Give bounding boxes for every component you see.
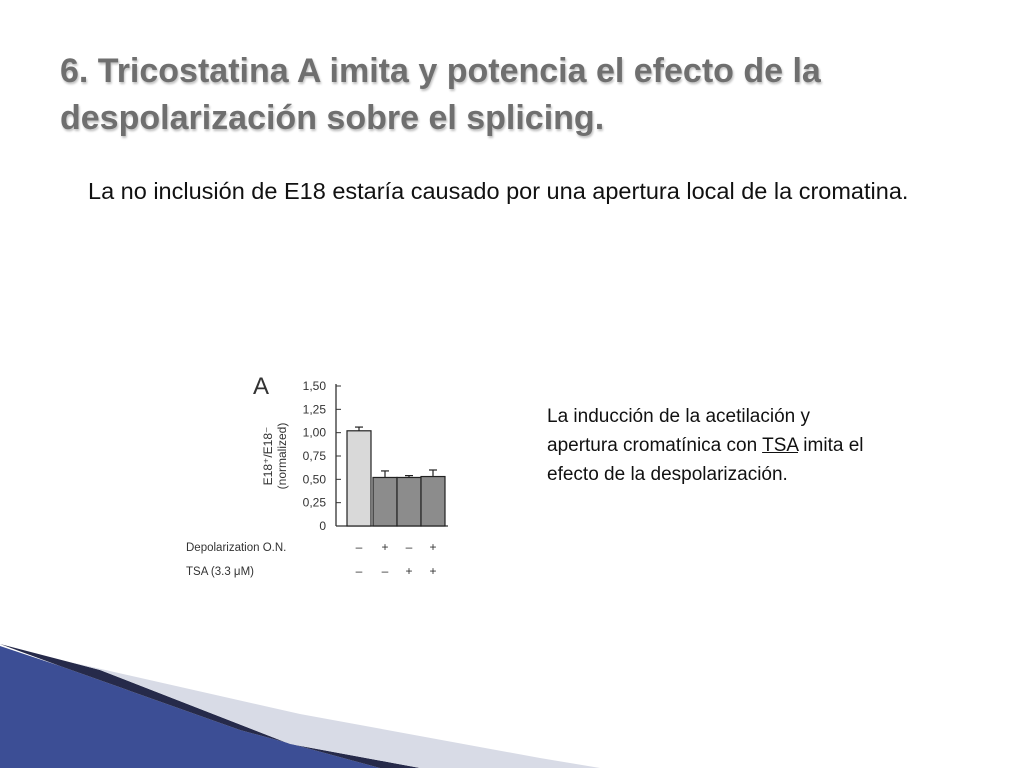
side-note-text-end: imita el efecto de la despolarización. [547,435,864,485]
y-tick-label: 0,75 [302,449,326,463]
bar [397,477,421,526]
condition-mark: + [429,564,437,578]
side-note [547,402,877,489]
condition-row-label: Depolarization O.N. [186,542,287,554]
condition-mark: – [355,540,363,554]
condition-mark: – [381,564,389,578]
bar [373,477,397,526]
condition-mark: + [405,564,413,578]
y-tick-label: 1,25 [302,402,326,417]
side-note-text-start: La inducción de la acetilación y apertura cromatínica con [547,406,811,456]
y-tick-label: 0 [319,519,326,533]
condition-mark: + [429,540,437,554]
condition-row-label: TSA (3.3 μM) [186,566,254,578]
y-tick-label: 0,50 [302,472,326,487]
condition-mark: – [405,540,413,554]
condition-mark: + [381,540,389,554]
y-tick-label: 1,00 [302,425,326,440]
bar-chart [176,366,466,588]
intro-text: La no inclusión de E18 estaría causado por una apertura local de la cromatina. [88,178,909,204]
bar [347,431,371,526]
tsa-underlined-text: TSA [762,435,799,456]
y-tick-label: 0,25 [302,495,326,510]
slide-title: 6. Tricostatina A imita y potencia el efecto de la despolarización sobre el splicing. [60,52,821,137]
y-axis-label: E18⁺/E18⁻ [261,426,275,486]
panel-label: A [253,373,270,400]
bar [421,477,445,526]
condition-mark: – [355,564,363,578]
y-axis-sublabel: (normalized) [275,422,289,490]
footer-decoration [0,640,700,768]
y-tick-label: 1,50 [302,379,326,393]
